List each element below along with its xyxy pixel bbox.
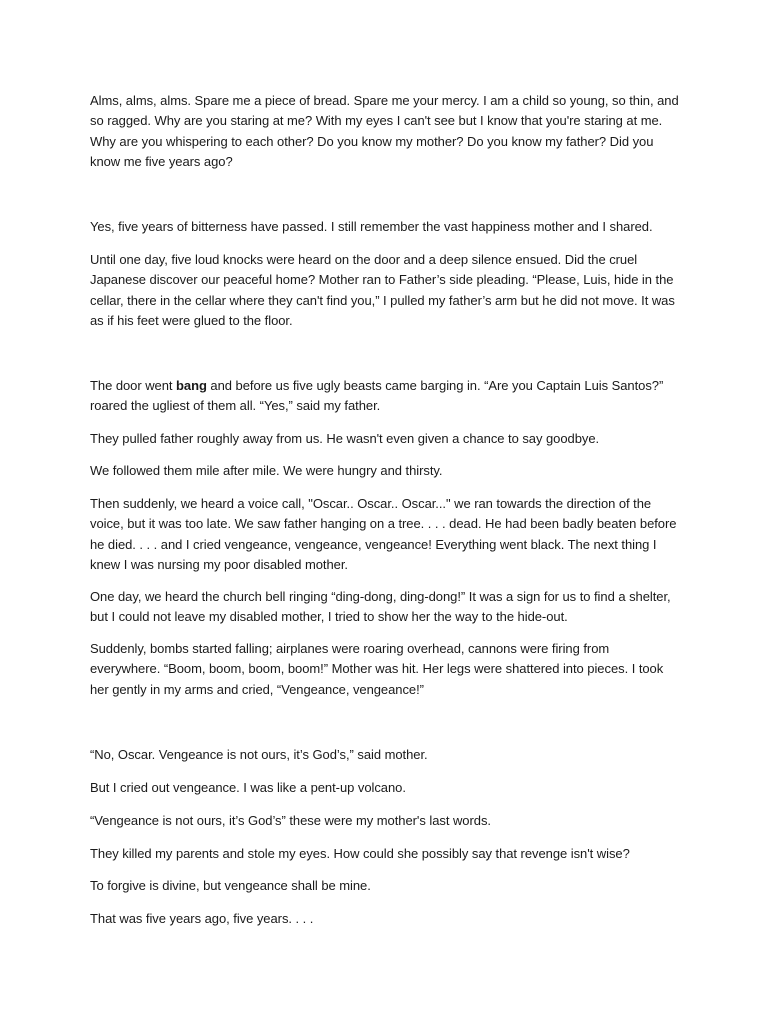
paragraph-text: Suddenly, bombs started falling; airplanes were roaring overhead, cannons were firing from everywhere. “Boom, boom, boom, boom!” Mother was hit. Her legs were shattered into pieces. I took her gently in my arms and cried, “Vengeance, vengeance!” xyxy=(90,641,664,697)
paragraph-text: One day, we heard the church bell ringing “ding-dong, ding-dong!” It was a sign for us to find a shelter, but I could not leave my disabled mother, I tried to show her the way to the hide-out. xyxy=(90,589,671,625)
paragraph-text xyxy=(90,376,680,417)
paragraph-text: They pulled father roughly away from us. He wasn't even given a chance to say goodbye. xyxy=(90,431,600,446)
paragraph-stole-eyes xyxy=(90,844,680,864)
bold-text-run: bang xyxy=(176,378,207,393)
paragraph-text: But I cried out vengeance. I was like a pent-up volcano. xyxy=(90,780,406,795)
text-run: and before us five ugly beasts came barging in. “Are you Captain Luis Santos?” roared the ugliest of them all. “Yes,” said my father. xyxy=(90,378,664,414)
paragraph-followed xyxy=(90,461,680,481)
paragraph-five-years-ago xyxy=(90,909,680,929)
paragraph-text: That was five years ago, five years. . . . xyxy=(90,911,314,926)
paragraph-text: Alms, alms, alms. Spare me a piece of bread. Spare me your mercy. I am a child so young, so thin, and so ragged. Why are you staring at me? With my eyes I can't see but I know that you're staring at me. Why are you whispering to each other? Do you know my mother? Do you know my father? Did you know me five years ago? xyxy=(90,93,679,169)
paragraph-text: “No, Oscar. Vengeance is not ours, it’s God’s,” said mother. xyxy=(90,747,428,762)
paragraph-text: Then suddenly, we heard a voice call, "Oscar.. Oscar.. Oscar..." we ran towards the direction of the voice, but it was too late. We saw father hanging on a tree. . . . dead. He had been badly beaten before he died. . . . and I cried vengeance, vengeance, vengeance! Everything went black. The next thing I knew I was nursing my poor disabled mother. xyxy=(90,496,677,572)
paragraph-knocks xyxy=(90,250,680,331)
paragraph-text: “Vengeance is not ours, it’s God’s” these were my mother's last words. xyxy=(90,813,491,828)
paragraph-text: Yes, five years of bitterness have passed. I still remember the vast happiness mother and I shared. xyxy=(90,219,653,234)
paragraph-text: They killed my parents and stole my eyes. How could she possibly say that revenge isn't wise? xyxy=(90,846,630,861)
paragraph-text: We followed them mile after mile. We were hungry and thirsty. xyxy=(90,463,443,478)
paragraph-last-words xyxy=(90,811,680,831)
paragraph-volcano xyxy=(90,778,680,798)
paragraph-alms xyxy=(90,91,680,172)
paragraph-text: To forgive is divine, but vengeance shall be mine. xyxy=(90,878,371,893)
paragraph-pulled-father xyxy=(90,429,680,449)
paragraph-bombs xyxy=(90,639,680,700)
paragraph-voice-call xyxy=(90,494,680,575)
paragraph-five-years xyxy=(90,217,680,237)
paragraph-forgive xyxy=(90,876,680,896)
paragraph-church-bell xyxy=(90,587,680,628)
paragraph-no-oscar xyxy=(90,745,680,765)
paragraph-door-bang xyxy=(90,376,680,417)
text-run: The door went xyxy=(90,378,177,393)
paragraph-text: Until one day, five loud knocks were heard on the door and a deep silence ensued. Did the cruel Japanese discover our peaceful home? Mother ran to Father’s side pleading. “Please, Luis, hide in the cellar, there in the cellar where they can't find you,” I pulled my father’s arm but he did not move. It was as if his feet were glued to the floor. xyxy=(90,252,675,328)
